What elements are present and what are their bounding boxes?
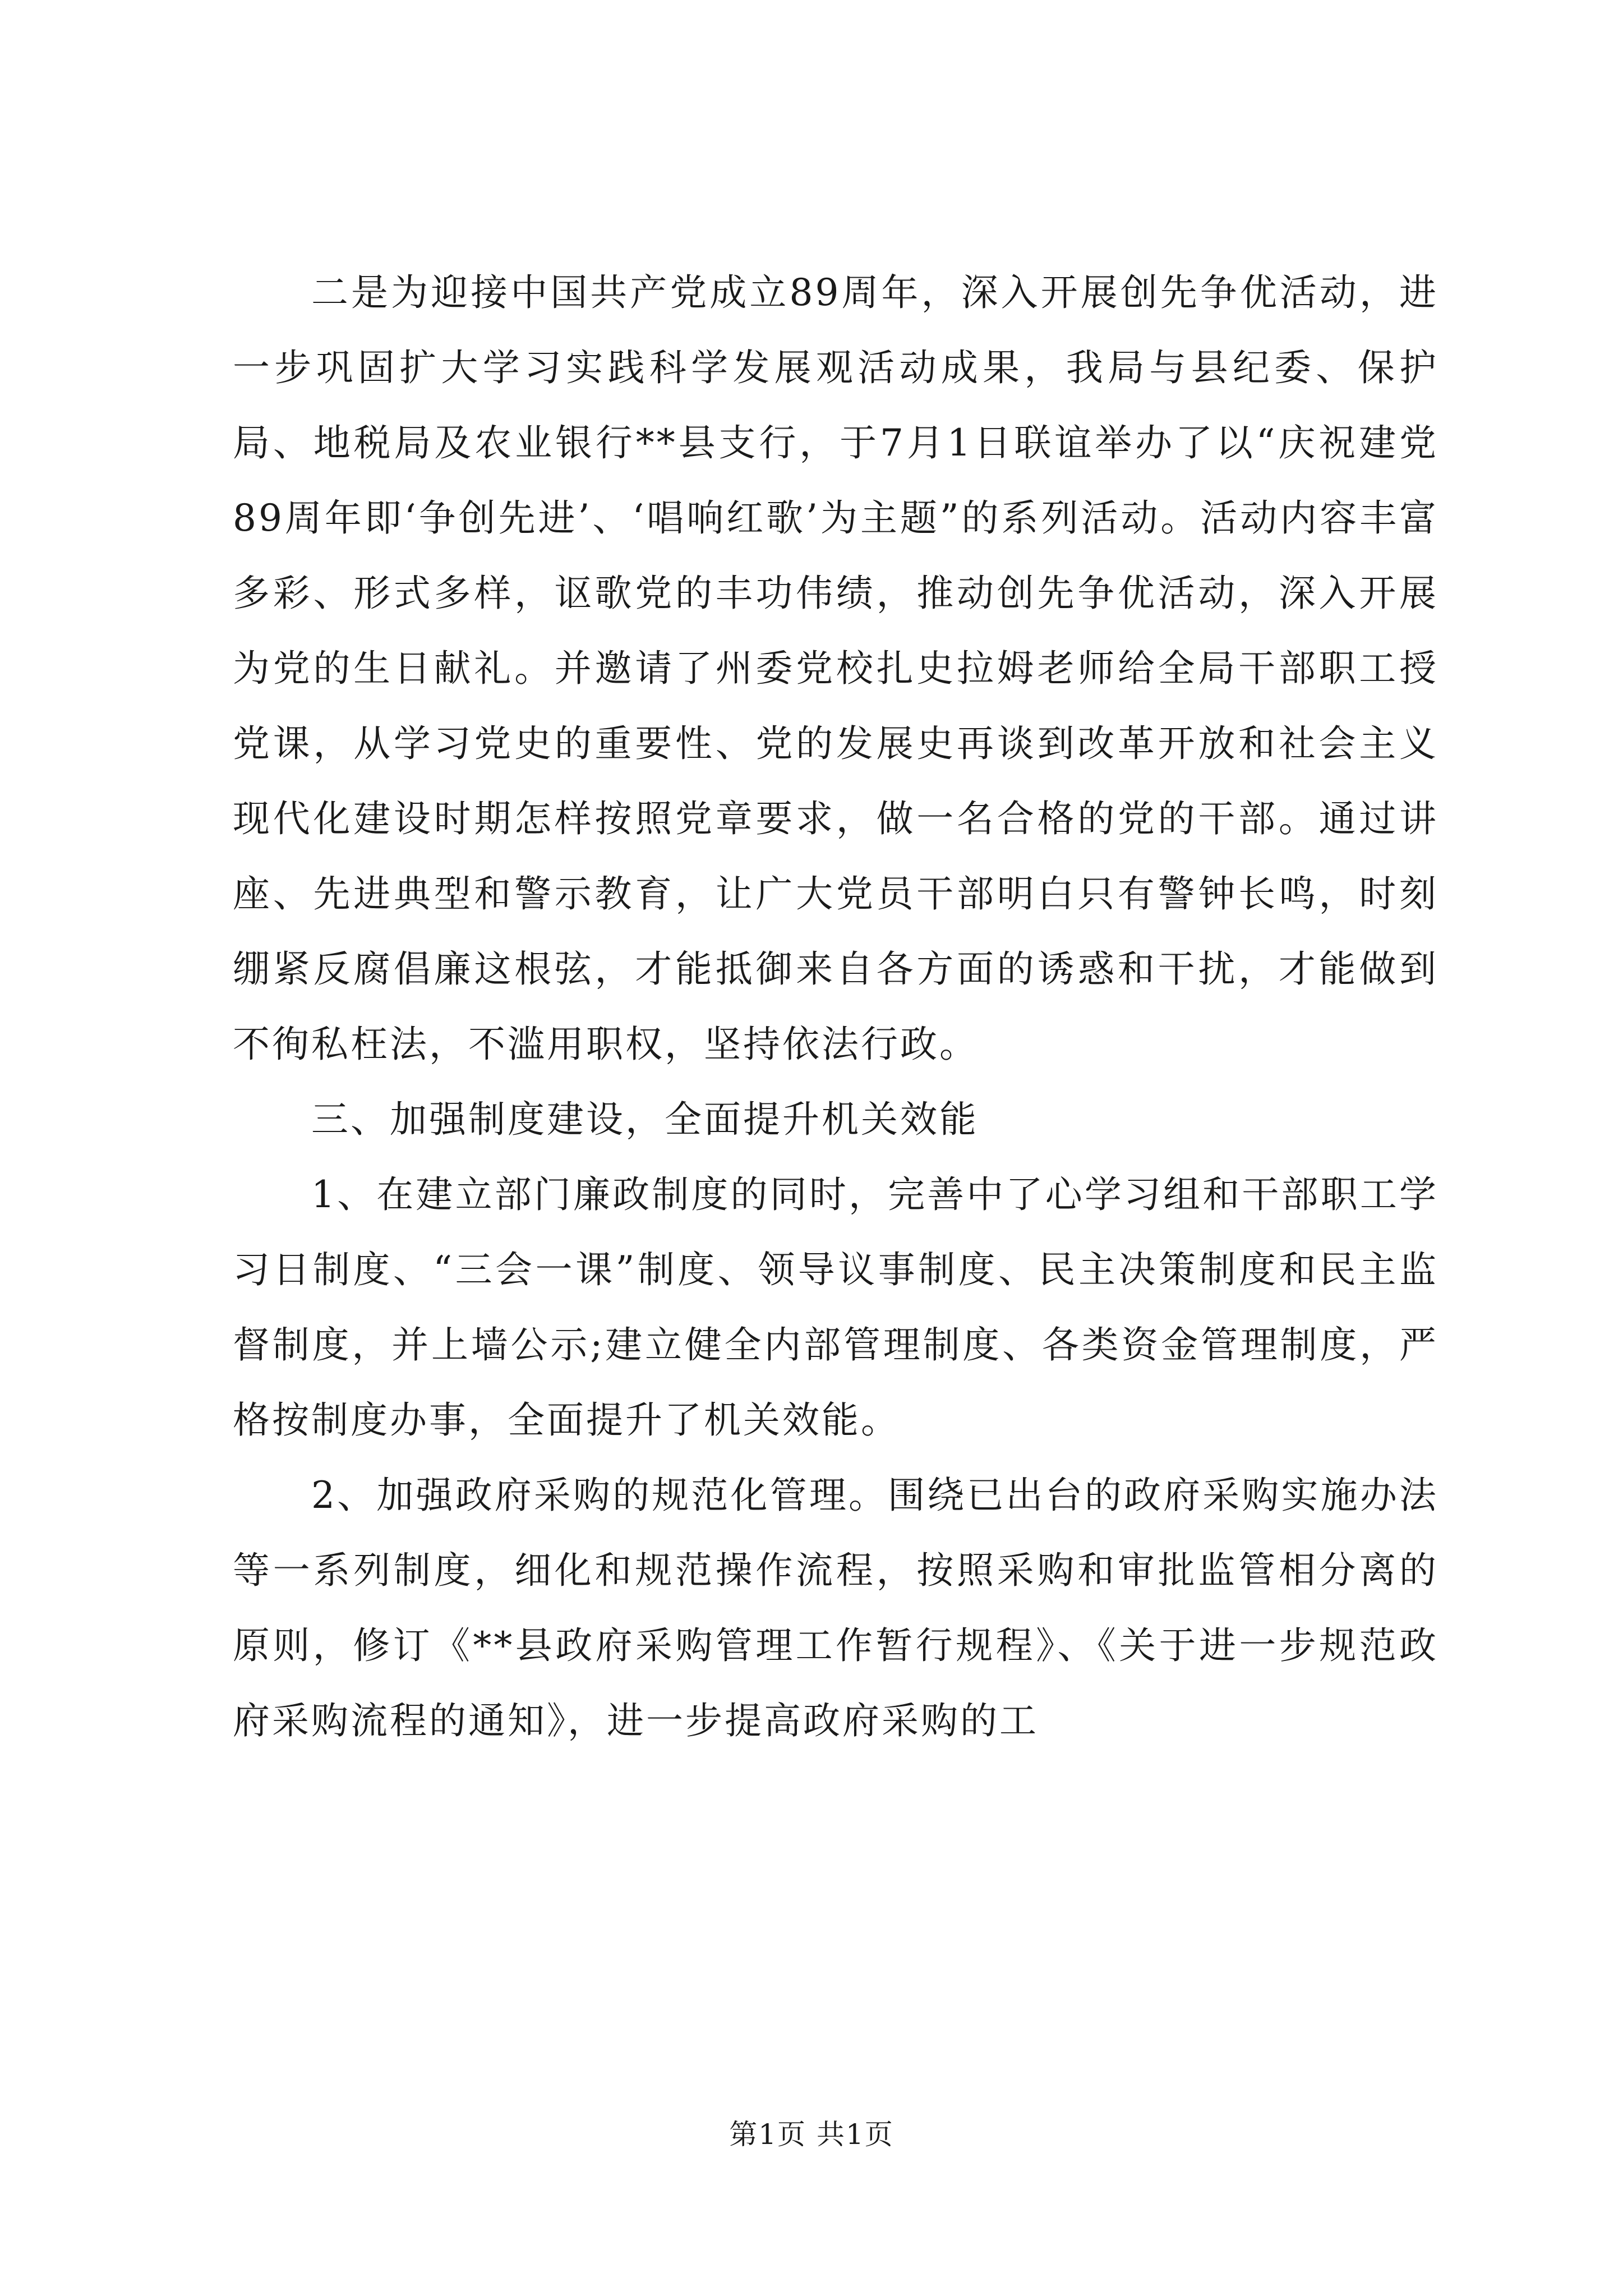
document-body bbox=[233, 255, 1438, 1759]
section-heading: 三、加强制度建设，全面提升机关效能 bbox=[311, 1098, 979, 1141]
paragraph-item-1: 1、在建立部门廉政制度的同时，完善中了心学习组和干部职工学习日制度、“三会一课”制度、领导议事制度、民主决策制度和民主监督制度，并上墙公示;建立健全内部管理制度、各类资金管理制度，严格按制度办事，全面提升了机关效能。 bbox=[233, 1173, 1438, 1442]
paragraph-item-2: 2、加强政府采购的规范化管理。围绕已出台的政府采购实施办法等一系列制度，细化和规范操作流程，按照采购和审批监管相分离的原则，修订《**县政府采购管理工作暂行规程》、《关于进一步规范政府采购流程的通知》，进一步提高政府采购的工 bbox=[233, 1474, 1438, 1742]
paragraph-activities: 二是为迎接中国共产党成立89周年，深入开展创先争优活动，进一步巩固扩大学习实践科学发展观活动成果，我局与县纪委、保护局、地税局及农业银行**县支行，于7月1日联谊举办了以“庆祝建党89周年即‘争创先进’、‘唱响红歌’为主题”的系列活动。活动内容丰富多彩、形式多样，讴歌党的丰功伟绩，推动创先争优活动，深入开展为党的生日献礼。并邀请了州委党校扎史拉姆老师给全局干部职工授党课，从学习党史的重要性、党的发展史再谈到改革开放和社会主义现代化建设时期怎样按照党章要求，做一名合格的党的干部。通过讲座、先进典型和警示教育，让广大党员干部明白只有警钟长鸣，时刻绷紧反腐倡廉这根弦，才能抵御来自各方面的诱惑和干扰，才能做到不徇私枉法，不滥用职权，坚持依法行政。 bbox=[233, 271, 1438, 1066]
page-footer: 第1页 共1页 bbox=[729, 2118, 894, 2151]
